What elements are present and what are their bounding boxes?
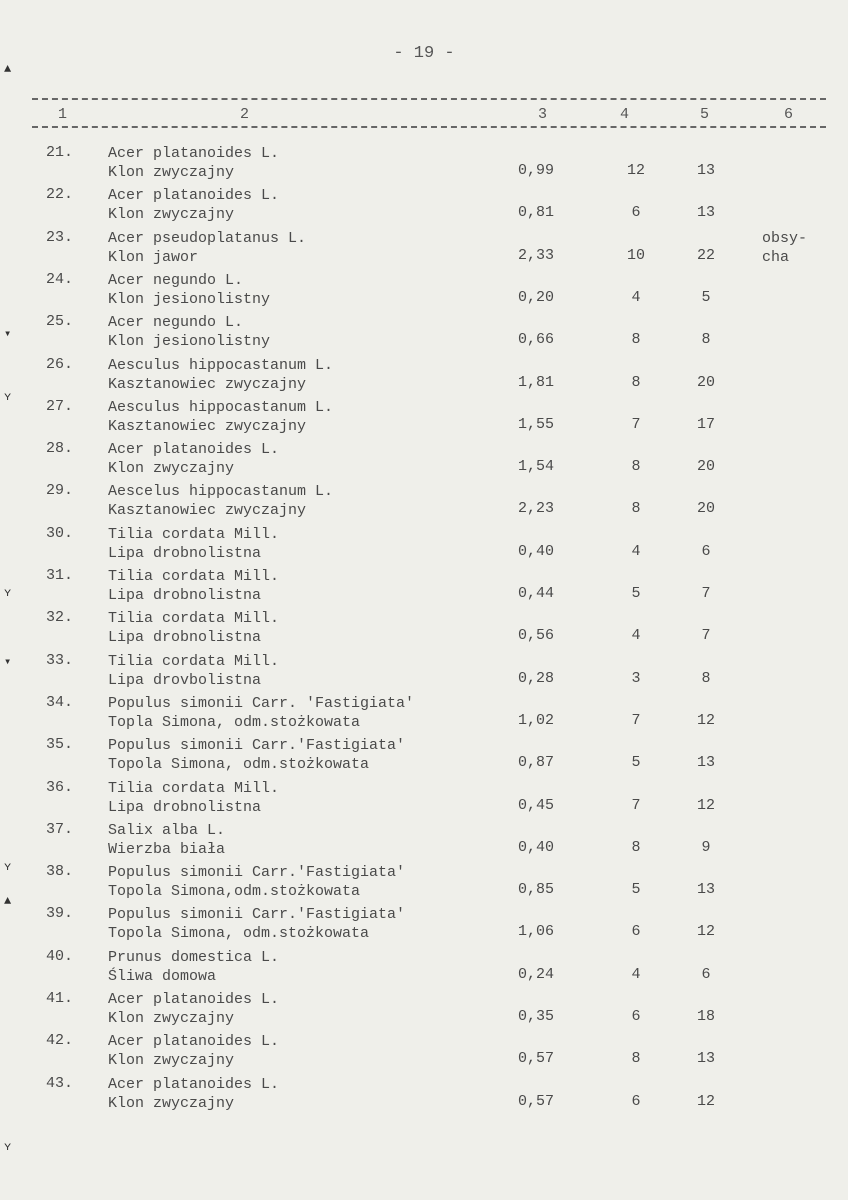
margin-mark: ʏ xyxy=(4,390,12,404)
col4-value: 7 xyxy=(631,415,641,433)
polish-name: Topola Simona, odm.stożkowata xyxy=(108,925,370,943)
col3-value: 0,40 xyxy=(518,542,555,560)
latin-name: Acer pseudoplatanus L. xyxy=(108,229,307,247)
species-names xyxy=(108,779,279,817)
col5-value: 8 xyxy=(701,331,711,349)
table-row xyxy=(0,482,848,524)
table-row xyxy=(0,440,848,482)
col3-value: 0,20 xyxy=(518,288,555,306)
species-names xyxy=(108,905,405,943)
margin-mark: ʏ xyxy=(4,1140,12,1154)
latin-name: Tilia cordata Mill. xyxy=(108,610,280,628)
species-names xyxy=(108,229,306,267)
column-header-5: 5 xyxy=(700,106,710,123)
latin-name: Acer platanoides L. xyxy=(108,145,280,162)
polish-name: Topola Simona,odm.stożkowata xyxy=(108,883,361,901)
species-names xyxy=(108,356,333,394)
col4-value: 4 xyxy=(631,288,641,306)
table-row xyxy=(0,1032,848,1074)
col5-value: 13 xyxy=(696,204,715,222)
col3-value: 0,57 xyxy=(518,1092,555,1110)
table-row xyxy=(0,694,848,736)
col3-value: 0,28 xyxy=(518,669,555,687)
polish-name: Kasztanowiec zwyczajny xyxy=(108,375,307,393)
table-row xyxy=(0,229,848,271)
species-names xyxy=(108,144,279,182)
latin-name: Acer negundo L. xyxy=(108,314,244,332)
latin-name: Tilia cordata Mill. xyxy=(108,568,280,585)
species-names xyxy=(108,1032,279,1070)
row-number: 40. xyxy=(46,947,74,965)
row-number: 21. xyxy=(46,144,74,161)
polish-name: Klon zwyczajny xyxy=(108,206,235,224)
col3-value: 0,40 xyxy=(518,838,555,856)
latin-name: Aesculus hippocastanum L. xyxy=(108,398,334,416)
col4-value: 5 xyxy=(631,754,641,772)
margin-mark: ʏ xyxy=(4,860,12,874)
table-row xyxy=(0,948,848,990)
col4-value: 8 xyxy=(631,500,641,518)
row-number: 43. xyxy=(46,1074,74,1092)
col4-value: 8 xyxy=(631,373,641,391)
col3-value: 2,33 xyxy=(518,246,555,264)
latin-name: Populus simonii Carr. 'Fastigiata' xyxy=(108,694,415,712)
species-names xyxy=(108,440,279,478)
col5-value: 13 xyxy=(696,754,715,772)
col4-value: 6 xyxy=(631,1092,641,1110)
table-top-rule xyxy=(32,98,826,100)
table-row xyxy=(0,313,848,355)
row-number: 42. xyxy=(46,1032,74,1050)
row-number: 34. xyxy=(46,693,74,711)
table-row xyxy=(0,525,848,567)
margin-mark: ▲ xyxy=(4,62,12,76)
col5-value: 12 xyxy=(696,923,715,941)
col5-value: 8 xyxy=(701,669,711,687)
col3-value: 2,23 xyxy=(518,500,555,518)
row-number: 22. xyxy=(46,186,74,204)
col3-value: 0,66 xyxy=(518,331,555,349)
polish-name: Klon zwyczajny xyxy=(108,1052,235,1070)
col4-value: 8 xyxy=(631,458,641,476)
col4-value: 4 xyxy=(631,965,641,983)
polish-name: Wierzba biała xyxy=(108,840,226,858)
col4-value: 3 xyxy=(631,669,641,687)
col3-value: 0,56 xyxy=(518,627,555,645)
column-header-6: 6 xyxy=(784,106,794,123)
table-row xyxy=(0,186,848,228)
table-row xyxy=(0,905,848,947)
col3-value: 0,87 xyxy=(518,754,555,772)
polish-name: Lipa drobnolistna xyxy=(108,629,262,647)
col5-value: 20 xyxy=(696,458,715,476)
col5-value: 12 xyxy=(696,796,715,814)
col5-value: 12 xyxy=(696,711,715,729)
polish-name: Klon jawor xyxy=(108,248,199,266)
table-row xyxy=(0,1075,848,1117)
table-row xyxy=(0,990,848,1032)
col4-value: 8 xyxy=(631,838,641,856)
row-number: 33. xyxy=(46,651,74,669)
col4-value: 6 xyxy=(631,204,641,222)
latin-name: Aescelus hippocastanum L. xyxy=(108,483,334,501)
row-number: 31. xyxy=(46,567,74,584)
col4-value: 7 xyxy=(631,711,641,729)
row-number: 30. xyxy=(46,524,74,542)
table-header-rule xyxy=(32,126,826,128)
column-header-1: 1 xyxy=(58,106,68,123)
row-number: 36. xyxy=(46,778,74,796)
column-header-4: 4 xyxy=(620,106,630,123)
col3-value: 1,55 xyxy=(518,415,555,433)
species-names xyxy=(108,990,279,1028)
polish-name: Śliwa domowa xyxy=(108,967,217,985)
latin-name: Tilia cordata Mill. xyxy=(108,652,280,670)
col5-value: 13 xyxy=(696,881,715,899)
col3-value: 0,85 xyxy=(518,881,555,899)
col4-value: 4 xyxy=(631,627,641,645)
polish-name: Lipa drobnolistna xyxy=(108,587,262,604)
col4-value: 12 xyxy=(626,162,645,179)
species-names xyxy=(108,482,333,520)
polish-name: Lipa drovbolistna xyxy=(108,671,262,689)
polish-name: Kasztanowiec zwyczajny xyxy=(108,502,307,520)
col4-value: 5 xyxy=(631,585,641,602)
col5-value: 6 xyxy=(701,965,711,983)
row-number: 35. xyxy=(46,736,74,754)
col3-value: 1,54 xyxy=(518,458,555,476)
latin-name: Populus simonii Carr.'Fastigiata' xyxy=(108,737,406,755)
species-names xyxy=(108,694,414,732)
col5-value: 12 xyxy=(696,1092,715,1110)
species-names xyxy=(108,313,270,351)
col5-value: 20 xyxy=(696,373,715,391)
row-number: 37. xyxy=(46,820,74,838)
table-row xyxy=(0,271,848,313)
polish-name: Klon zwyczajny xyxy=(108,460,235,478)
col3-value: 0,99 xyxy=(518,162,555,179)
table-row xyxy=(0,609,848,651)
polish-name: Topola Simona, odm.stożkowata xyxy=(108,756,370,774)
col3-value: 1,81 xyxy=(518,373,555,391)
table-row xyxy=(0,356,848,398)
latin-name: Populus simonii Carr.'Fastigiata' xyxy=(108,864,406,882)
margin-mark: ʏ xyxy=(4,586,12,600)
row-number: 38. xyxy=(46,863,74,881)
polish-name: Klon zwyczajny xyxy=(108,1010,235,1027)
table-row xyxy=(0,567,848,609)
table-row xyxy=(0,821,848,863)
col3-value: 0,57 xyxy=(518,1050,555,1068)
species-names xyxy=(108,398,333,436)
col4-value: 5 xyxy=(631,881,641,899)
latin-name: Populus simonii Carr.'Fastigiata' xyxy=(108,906,406,924)
polish-name: Lipa drobnolistna xyxy=(108,544,262,562)
polish-name: Lipa drobnolistna xyxy=(108,798,262,816)
col4-value: 6 xyxy=(631,1008,641,1025)
col5-value: 9 xyxy=(701,838,711,856)
col3-value: 1,02 xyxy=(518,711,555,729)
table-row xyxy=(0,863,848,905)
latin-name: Acer platanoides L. xyxy=(108,1033,280,1051)
col5-value: 13 xyxy=(696,1050,715,1068)
latin-name: Tilia cordata Mill. xyxy=(108,779,280,797)
page-number: - 19 - xyxy=(393,44,455,63)
col4-value: 8 xyxy=(631,1050,641,1068)
col3-value: 0,44 xyxy=(518,585,555,602)
polish-name: Klon jesionolistny xyxy=(108,333,271,351)
latin-name: Aesculus hippocastanum L. xyxy=(108,356,334,374)
margin-mark: ▾ xyxy=(4,655,12,669)
table-row xyxy=(0,144,848,186)
margin-mark: ▾ xyxy=(4,327,12,341)
species-names xyxy=(108,863,405,901)
latin-name: Acer platanoides L. xyxy=(108,441,280,459)
col3-value: 0,81 xyxy=(518,204,555,222)
col5-value: 7 xyxy=(701,585,711,602)
col3-value: 0,24 xyxy=(518,965,555,983)
column-header-3: 3 xyxy=(538,106,548,123)
row-number: 29. xyxy=(46,482,74,500)
latin-name: Acer platanoides L. xyxy=(108,187,280,205)
polish-name: Kasztanowiec zwyczajny xyxy=(108,417,307,435)
latin-name: Salix alba L. xyxy=(108,821,226,839)
col5-value: 18 xyxy=(696,1008,715,1025)
col4-value: 4 xyxy=(631,542,641,560)
table-row xyxy=(0,779,848,821)
row-number: 27. xyxy=(46,397,74,415)
table-row xyxy=(0,652,848,694)
polish-name: Klon zwyczajny xyxy=(108,1094,235,1112)
col4-value: 6 xyxy=(631,923,641,941)
col4-value: 8 xyxy=(631,331,641,349)
latin-name: Acer platanoides L. xyxy=(108,991,280,1008)
row-number: 25. xyxy=(46,313,74,331)
col5-value: 13 xyxy=(696,162,715,179)
margin-mark: ▲ xyxy=(4,894,12,908)
col4-value: 7 xyxy=(631,796,641,814)
col3-value: 1,06 xyxy=(518,923,555,941)
latin-name: Tilia cordata Mill. xyxy=(108,525,280,543)
species-names xyxy=(108,736,405,774)
row-number: 24. xyxy=(46,270,74,288)
col5-value: 5 xyxy=(701,288,711,306)
row-number: 26. xyxy=(46,355,74,373)
latin-name: Prunus domestica L. xyxy=(108,948,280,966)
species-names xyxy=(108,525,279,563)
species-names xyxy=(108,186,279,224)
row-number: 23. xyxy=(46,228,74,246)
col5-value: 7 xyxy=(701,627,711,645)
row-number: 28. xyxy=(46,440,74,458)
table-row xyxy=(0,398,848,440)
species-names xyxy=(108,652,279,690)
species-names xyxy=(108,609,279,647)
col3-value: 0,45 xyxy=(518,796,555,814)
row-number: 39. xyxy=(46,905,74,923)
polish-name: Klon jesionolistny xyxy=(108,290,271,308)
species-names xyxy=(108,1075,279,1113)
species-names xyxy=(108,948,279,986)
row-number: 41. xyxy=(46,990,74,1007)
species-names xyxy=(108,271,270,309)
species-names xyxy=(108,567,279,605)
col5-value: 22 xyxy=(696,246,715,264)
col3-value: 0,35 xyxy=(518,1008,555,1025)
latin-name: Acer negundo L. xyxy=(108,271,244,289)
col5-value: 6 xyxy=(701,542,711,560)
table-row xyxy=(0,736,848,778)
latin-name: Acer platanoides L. xyxy=(108,1075,280,1093)
column-header-2: 2 xyxy=(240,106,250,123)
species-names xyxy=(108,821,225,859)
col4-value: 10 xyxy=(626,246,645,264)
col5-value: 20 xyxy=(696,500,715,518)
row-number: 32. xyxy=(46,609,74,627)
col5-value: 17 xyxy=(696,415,715,433)
polish-name: Klon zwyczajny xyxy=(108,164,235,181)
col6-note: obsy- cha xyxy=(762,229,808,266)
polish-name: Topla Simona, odm.stożkowata xyxy=(108,713,361,731)
